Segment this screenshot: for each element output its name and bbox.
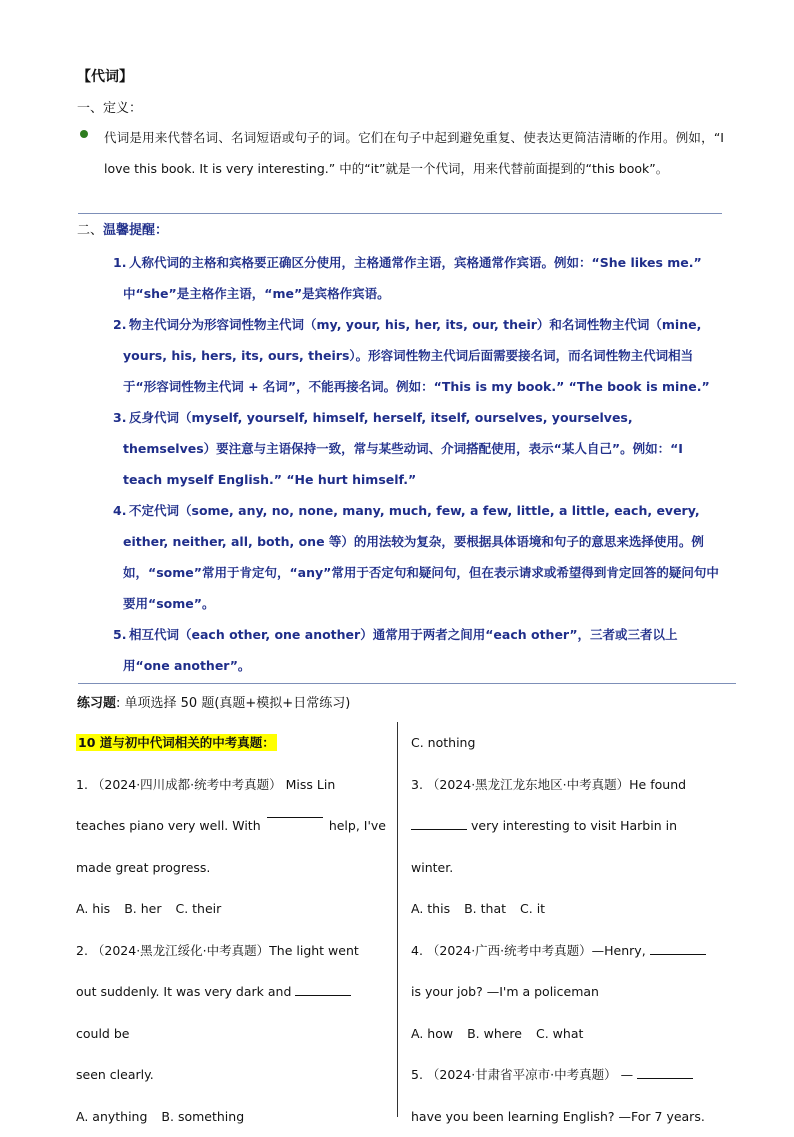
- tips-heading: [77, 219, 168, 238]
- answer-blank[interactable]: [295, 983, 351, 996]
- column-divider: [397, 722, 398, 1117]
- right-column: [411, 722, 721, 1137]
- practice-label: 练习题: [77, 696, 116, 711]
- tip-item: [105, 402, 722, 495]
- question-4-options: [411, 1013, 721, 1055]
- tip-number: 1.: [113, 247, 129, 278]
- answer-blank[interactable]: [650, 942, 706, 955]
- question-5-line: have you been learning English? —For 7 years.: [411, 1096, 721, 1137]
- option[interactable]: A. how: [411, 1026, 453, 1041]
- answer-blank[interactable]: [637, 1066, 693, 1079]
- option[interactable]: A. anything: [76, 1109, 147, 1124]
- tip-item: [105, 495, 722, 619]
- question-2-options: [76, 1096, 386, 1137]
- question-1-text: teaches piano very well. With: [76, 805, 261, 847]
- tip-item: [105, 619, 722, 681]
- bullet-icon: [80, 130, 88, 138]
- option[interactable]: A. this: [411, 901, 450, 916]
- option[interactable]: C. it: [520, 901, 545, 916]
- tip-number: 2.: [113, 309, 129, 340]
- tip-number: 5.: [113, 619, 129, 650]
- practice-heading: [77, 692, 350, 711]
- option[interactable]: C. what: [536, 1026, 583, 1041]
- question-2-line: [76, 971, 386, 1054]
- tip-text: 物主代词分为形容词性物主代词（my, your, his, her, its, our, their）和名词性物主代词（mine, yours, his, hers, its, ours, theirs）。形容词性物主代词后面需要接名词，而名词性物主代词相当于“形容词性物主代词 + 名词”，不能再接名词。例如：“This is my book.” “The book is mine.”: [123, 317, 710, 394]
- option[interactable]: B. something: [161, 1109, 244, 1124]
- answer-blank[interactable]: [411, 817, 467, 830]
- divider: [78, 683, 736, 684]
- question-3-line: [411, 805, 721, 888]
- answer-blank[interactable]: [267, 805, 323, 818]
- tip-text: 反身代词（myself, yourself, himself, herself, itself, ourselves, yourselves, themselves）要注意与主语保持一致，常与某些动词、介词搭配使用，表示“某人自己”。例如：“I teach myself English.” “He hurt himself.”: [123, 410, 683, 487]
- question-1-text: help, I've: [329, 805, 386, 847]
- tip-text: 相互代词（each other, one another）通常用于两者之间用“each other”，三者或三者以上用“one another”。: [123, 627, 678, 673]
- tip-text: 不定代词（some, any, no, none, many, much, few, a few, little, a little, each, every, either, neither, all, both, one 等）的用法较为复杂，要根据具体语境和句子的意思来选择使用。例如，“some”常用于肯定句，“any”常用于否定句和疑问句，但在表示请求或希望得到肯定回答的疑问句中要用“some”。: [123, 503, 719, 611]
- question-4-text: 4. （2024·广西·统考中考真题）—Henry,: [411, 943, 646, 958]
- definition-heading: 一、定义：: [77, 97, 142, 116]
- question-3-options: [411, 888, 721, 930]
- question-4-line: is your job? —I'm a policeman: [411, 971, 721, 1013]
- question-3-line: 3. （2024·黑龙江龙东地区·中考真题）He found: [411, 764, 721, 806]
- doc-title: 【代词】: [77, 66, 133, 86]
- divider: [78, 213, 722, 214]
- question-5-line: [411, 1054, 721, 1096]
- question-1-line: 1. （2024·四川成都·统考中考真题） Miss Lin: [76, 764, 386, 806]
- definition-text: 代词是用来代替名词、名词短语或句子的词。它们在句子中起到避免重复、使表达更简洁清晰的作用。例如，“I love this book. It is very interesting.” 中的“it”就是一个代词，用来代替前面提到的“this book”。: [104, 122, 724, 184]
- left-column: [76, 722, 386, 1137]
- tips-heading-prefix: 二、: [77, 223, 103, 238]
- question-2-line: 2. （2024·黑龙江绥化·中考真题）The light went: [76, 930, 386, 972]
- tip-item: [105, 247, 722, 309]
- question-5-text: 5. （2024·甘肃省平凉市·中考真题） —: [411, 1067, 633, 1082]
- option[interactable]: C. their: [175, 901, 221, 916]
- tips-heading-label: 温馨提醒：: [103, 223, 168, 238]
- question-1-line: [76, 805, 386, 847]
- option[interactable]: B. where: [467, 1026, 522, 1041]
- question-1-options: [76, 888, 386, 930]
- question-2-line: seen clearly.: [76, 1054, 386, 1096]
- tip-number: 4.: [113, 495, 129, 526]
- option[interactable]: C. nothing: [411, 722, 721, 764]
- question-4-line: [411, 930, 721, 972]
- highlight-heading: 10 道与初中代词相关的中考真题：: [76, 734, 277, 751]
- option[interactable]: B. her: [124, 901, 161, 916]
- practice-desc: : 单项选择 50 题(真题+模拟+日常练习): [116, 696, 350, 711]
- tips-list: [105, 247, 722, 681]
- question-2-text: out suddenly. It was very dark and: [76, 984, 291, 999]
- option[interactable]: B. that: [464, 901, 506, 916]
- tip-text: 人称代词的主格和宾格要正确区分使用，主格通常作主语，宾格通常作宾语。例如：“She likes me.” 中“she”是主格作主语，“me”是宾格作宾语。: [123, 255, 702, 301]
- question-2-text: could be: [76, 1026, 129, 1041]
- option[interactable]: A. his: [76, 901, 110, 916]
- tip-item: [105, 309, 722, 402]
- tip-number: 3.: [113, 402, 129, 433]
- question-1-line: made great progress.: [76, 847, 386, 889]
- question-3-text: very interesting to visit Harbin in winter.: [411, 818, 677, 875]
